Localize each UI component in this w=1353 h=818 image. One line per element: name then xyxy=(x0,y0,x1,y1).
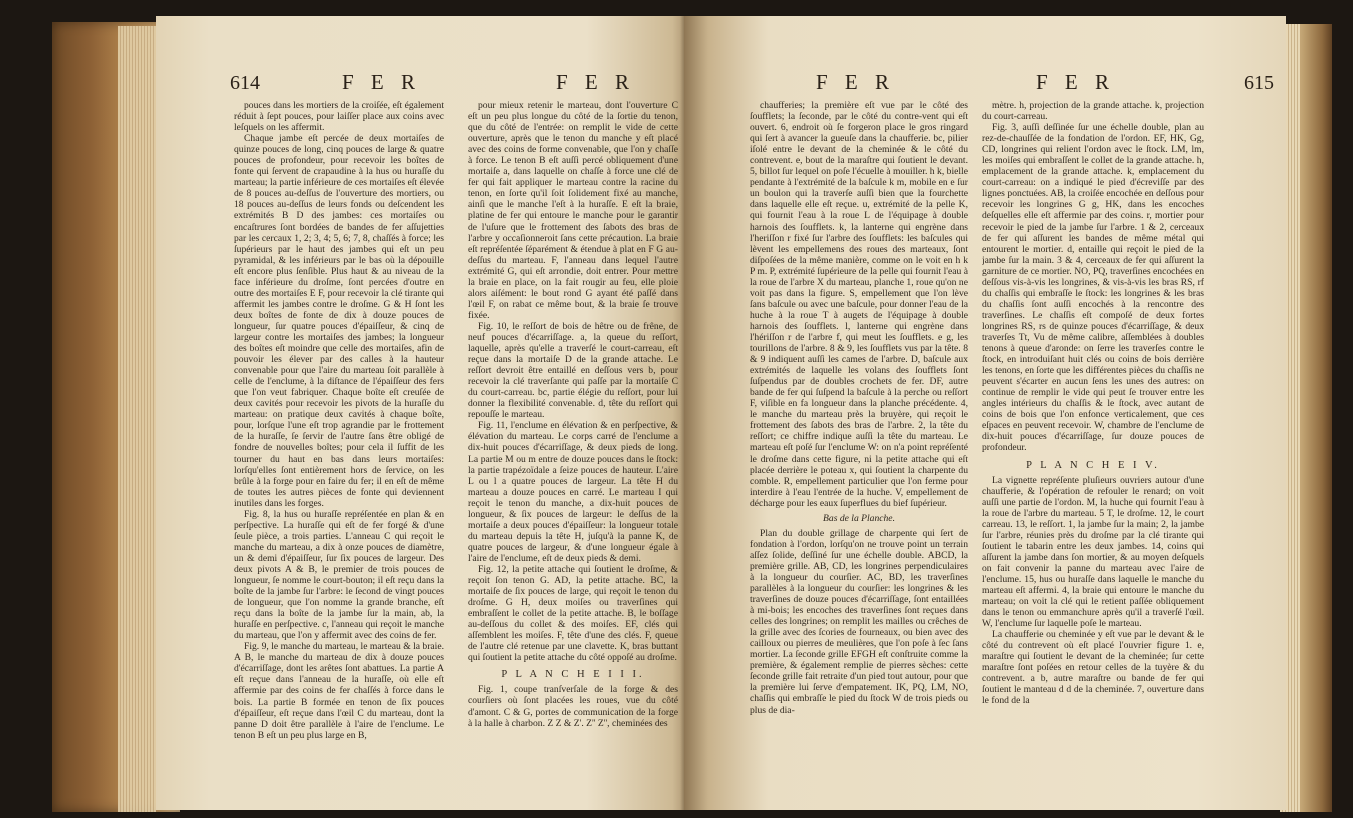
right-page-column-2 xyxy=(982,100,1204,810)
running-header-right-col1: F E R xyxy=(816,70,896,94)
paragraph: Fig. 8, la hus ou huraſſe repréſentée en plan & en perſpective. La huraſſe qui eſt de fer forgé & d'une ſeule pièce, a trois parties. L'anneau C qui reçoit le manche du marteau, a dix à onze pouces de diamètre, un & demi d'épaiſſeur, ſur ſix pouces de largeur. Des deux pivots A & B, le premier de trois pouces de longueur, ſe nomme le court-bouton; il eſt reçu dans la boîte de la jambe ſur l'arbre: le ſecond de vingt pouces de longueur, que l'on nomme la grande branche, eſt reçu dans la boîte de la jambe ſur la main, ab, la huraſſe en perſpective. c, l'anneau qui reçoit le manche du marteau, que l'on y affermit avec des coins de fer. xyxy=(234,508,444,642)
left-page-column-1 xyxy=(234,100,444,810)
section-heading: P L A N C H E I I I. xyxy=(501,669,645,681)
right-page-column-1 xyxy=(750,100,968,810)
page-number-right: 615 xyxy=(1244,72,1274,94)
left-page xyxy=(156,16,694,810)
running-header-left-col2: F E R xyxy=(556,70,636,94)
paragraph: Fig. 3, auſſi deſſinée ſur une échelle double, plan au rez-de-chauſſée de la fondation de l'ordon. EF, HK, Gg, CD, longrines qui relient l'ordon avec le ſtock. LM, lm, les moiſes qui embraſſent le collet de la grande attache. h, emplacement de la grande attache. k, emplacement du court-carreau: on a indiqué le pied d'écreviſſe par des lignes ponctuées. AB, la croiſée encochée en deſſous pour recevoir les longrines G g, HK, dans les encoches deſquelles elle eſt affermie par des coins. r, mortier pour recevoir le pied de la jambe ſur l'arbre. 1 & 2, cerceaux de fer qui aſſurent les bandes de même métal qui entourent le mortier. d, entaille qui reçoit le pied de la jambe ſur la main. 3 & 4, cerceaux de fer qui aſſurent la garniture de ce mortier. NO, PQ, traverſines encochées en deſſous vis-à-vis les longrines, & vis-à-vis les bras RS, rf du chaſſis qui embraſſe le ſtock: les longrines & les bras du chaſſis ſont auſſi encochés à la rencontre des traverſines. Le chaſſis eſt compoſé de deux fortes longrines RS, rs de quinze pouces d'écarriſſage, & deux traverſes Tt, Vu de même calibre, aſſemblées à doubles tenons à queue d'aronde: on ſerre les traverſes contre le ſtock, en introduiſant huit clés ou coins de bois derrière les tenons, en ſorte que les différentes pièces du chaſſis ne peuvent s'écarter en aucun ſens les unes des autres: on continue de remplir le vide qui peut ſe trouver entre les angles intérieurs du chaſſis & le ſtock, avec autant de coins de bois que l'on enfonce verticalement, que ces eſpaces en peuvent recevoir. W, chambre de l'enclume de dix-huit pouces d'écarriſſage, ſur douze pouces de profondeur. xyxy=(982,122,1204,454)
paragraph: Fig. 11, l'enclume en élévation & en perſpective, & élévation du marteau. Le corps carré de l'enclume a dix-huit pouces d'écarriſſage, & deux pieds de long. La partie M ou m entre de douze pouces dans le ſtock: la partie trapézoïdale a ſeize pouces de hauteur. L'aire L ou l a quatre pouces de largeur. La tête H du marteau a douze pouces en carré. Le marteau I qui reçoit le tenon du manche, a dix-huit pouces de longueur, & ſix pouces de largeur: le deſſus de la mortaiſe a deux pouces d'épaiſſeur: la longueur totale du marteau depuis la tête H, juſqu'à la panne K, de quatre pouces de largeur, & d'une longueur égale à l'aire de l'enclume, eſt de deux pieds & demi. xyxy=(468,420,678,564)
paragraph: Plan du double grillage de charpente qui ſert de fondation à l'ordon, lorſqu'on ne trouve point un terrain aſſez ſolide, deſſiné ſur une échelle double. ABCD, la première grille. AB, CD, les longrines perpendiculaires à la longueur du courſier. AC, BD, les traverſines parallèles à la longueur du courſier: les longrines & les traverſines de douze pouces d'écarriſſage, ſont entaillées à mi-bois; les encoches des traverſines ſont reçues dans celles des longrines; on remplit les mailles ou crêches de la grille avec des ſcories de fourneaux, ou bien avec des cailloux ou pierres de meulières, que l'on poſe à ſec ſans mortier. La ſeconde grille EFGH eſt conſtruite comme la première, & également remplie de pierres sèches: cette ſeconde grille fait retraite d'un pied tout autour, pour que la première lui ſerve d'empatement. IK, PQ, LM, NO, chaſſis qui embraſſe le pied du ſtock W de trois pieds ou plus de dia- xyxy=(750,527,968,716)
subsection-heading: Bas de la Planche. xyxy=(823,512,895,524)
running-header-right-col2: F E R xyxy=(1036,70,1116,94)
left-page-column-2 xyxy=(468,100,678,810)
section-heading: P L A N C H E I V. xyxy=(1026,459,1160,471)
paragraph: Fig. 10, le reſſort de bois de hêtre ou de frêne, de neuf pouces d'écarriſſage. a, la queue du reſſort, laquelle, après qu'elle a traverſé le court-carreau, eſt reçue dans la mortaiſe D de la grande attache. Le reſſort devroit être entaillé en deſſous vers b, pour recevoir la clé traverſante qui paſſe par la mortaiſe C du court-carreau. bc, partie élégie du reſſort, pour lui donner la flexibilité convenable. d, tête du reſſort qui repouſſe le marteau. xyxy=(468,320,678,421)
paragraph: Fig. 1, coupe tranſverſale de la forge & des courſiers où ſont placées les roues, vue du côté d'amont. C & G, portes de communication de la forge à la halle à charbon. Z Z & Z'. Z'' Z'', cheminées des xyxy=(468,684,678,729)
paragraph: chaufferies; la première eſt vue par le côté des ſoufflets; la ſeconde, par le côté du contre-vent qui eſt ouvert. 6, endroit où ſe forgeron place le gros ringard qui ſert à avancer la gueuſe dans la chaufferie. bc, pilier iſolé entre le devant de la cheminée & le côté du contrevent. e, bout de la maraſtre qui ſoutient le devant. 5, billot ſur lequel on poſe l'écuelle à mouiller. h k, bielle pendante à l'extrémité de la baſcule k m, mobile en e ſur un boulon qui la traverſe auſſi bien que la fourchette dans laquelle elle eſt reçue. u, extrémité de la pelle K, qui fournit l'eau à la roue L de l'équipage à double harnois des ſoufflets. k, la lanterne qui engrène dans l'heriſſon r fixé ſur l'arbre des ſoufflets: les baſcules qui lèvent les empellemens des roues des marteaux, ſont diſpoſées de la même manière, comme on le voit en h k P m. P, extrémité ſupérieure de la pelle qui fournit l'eau à la roue de l'arbre X du marteau, planche 1, roue qu'on ne voit pas dans la figure. S, empellement que l'on lève ſans baſcule ou avec une baſcule, pour donner l'eau de la huche à la roue T à augets de l'équipage à double harnois des ſoufflets. l, lanterne qui engrène dans l'hériſſon r de l'arbre f, qui meut les ſoufflets. e g, les tourillons de l'arbre. 8 & 9, les ſoufflets vus par la tête. 8 & 9 indiquent auſſi les cames de l'arbre. D, baſcule aux extrémités de laquelle les volans des ſoufflets ſont ſuſpendus par de doubles crochets de fer. DF, autre bande de fer qui ſuſpend la baſcule à la perche ou reſſort F, viſible en fa longueur dans la planche précédente. 4, le manche du marteau près la bruyère, qui reçoit le frottement des ſabots des bras de l'arbre. 2, la tête du reſſort; ce chiffre indique auſſi la tête du marteau. Le marteau eſt poſé ſur l'enclume W: on n'a point repréſenté le droſme dans cette figure, ni la petite attache qui eſt placée derrière le poteau x, qui ſoutient la charpente du comble. R, empellement particulier que l'on ferme pour interdire à l'eau l'entrée de la huche. V, empellement de décharge pour les eaux ſuperflues du bief ſupérieur. xyxy=(750,100,968,509)
paragraph: La chaufferie ou cheminée y eſt vue par le devant & le côté du contrevent où eſt placé l'ouvrier figure 1. e, maraſtre qui ſoutient le devant de la cheminée; ſur cette maraſtre ſont poſées en retour celles de la tuyère & du contrevent. a b, autre maraſtre ou bande de fer qui ſoutient le manteau d d de la cheminée. 7, ouverture dans le fond de la xyxy=(982,629,1204,707)
right-page xyxy=(684,16,1286,810)
paragraph: mètre. h, projection de la grande attache. k, projection du court-carreau. xyxy=(982,100,1204,123)
paragraph: Chaque jambe eſt percée de deux mortaiſes de quinze pouces de long, cinq pouces de large & quatre pouces de profondeur, pour recevoir les boîtes de fonte qui ſervent de crapaudine à la hus ou huraſſe du marteau; la partie inférieure de ces mortaiſes eſt élevée de 8 pouces au-deſſus de l'ouverture des mortiers, ou 18 pouces au-deſſus de leurs fonds ou deſcendent les extrémités B D des jambes: ces mortaiſes ou encaſtrures ſont bordées de bandes de fer aſſujetties par les cercaux 1, 2; 3, 4; 5, 6; 7, 8, chaſſés à force; les ſupérieurs par le haut des jambes qui eſt un peu pyramidal, & les inférieurs par le bas où la dépouille eſt encore plus ſenſible. Plus haut & au niveau de la face inférieure du droſme, ſont percées d'outre en outre des mortaiſes E F, pour recevoir la clé tirante qui affermit les jambes contre le droſme. G & H ſont les deux boîtes de fonte de dix à douze pouces de longueur, ſur quatre pouces d'épaiſſeur, & cinq de largeur contre les mortaiſes des jambes; la longueur des boîtes eſt moindre que celle des mortaiſes, afin de pouvoir les élever par des calles à la hauteur convenable pour que l'aire du marteau ſoit parallèle à celle de l'enclume, à la diſtance de l'épaiſſeur des fers que l'on veut fabriquer. Chaque boîte eſt creuſée de deux cavités pour recevoir les pivots de la huraſſe du marteau: on pratique deux cavités à chaque boîte, pour, lorſque l'une eſt trop agrandie par le frottement de la huraſſe, ſe ſervir de l'autre ſans être obligé de fondre de nouvelles boîtes; pour cela il ſuffit de les tourner du haut en bas dans leurs mortaiſes: lorſqu'elles ſont entièrement hors de ſervice, on les brûle à la forge pour en faire du fer; il en eſt de même de toutes les autres pièces de fonte qui deviennent inutiles dans les forges. xyxy=(234,133,444,509)
paragraph: Fig. 12, la petite attache qui ſoutient le droſme, & reçoit ſon tenon G. AD, la petite attache. BC, la mortaiſe de ſix pouces de large, qui reçoit le tenon du droſme. G H, deux moiſes ou traverſines qui embraſſent le collet de la petite attache. B, le boſſage au-deſſous du collet & des moiſes. EF, clés qui aſſemblent les moiſes. F, tête d'une des clés. F, queue de l'autre clé retenue par une clavette. K, bras buttant qui ſoutient la petite attache du côté oppoſé au droſme. xyxy=(468,563,678,664)
paragraph: pouces dans les mortiers de la croiſée, eſt également réduit à ſept pouces, pour laiſſer place aux coins avec leſquels on les affermit. xyxy=(234,100,444,134)
paragraph: pour mieux retenir le marteau, dont l'ouverture C eſt un peu plus longue du côté de la ſortie du tenon, que du côté de l'entrée: on remplit le vide de cette ouverture, après que le tenon du manche y eſt placé avec des coins de forme convenable, que l'on y chaſſe à force. Le tenon B eſt auſſi percé obliquement d'une mortaiſe a, dans laquelle on chaſſe à force une clé de fer qui fait appliquer le marteau contre la racine du tenon, en ſorte qu'il ſoit ſolidement fixé au manche, ainſi que le manche l'eſt à la huraſſe. E eſt la braie, platine de fer qui entoure le manche pour le garantir de l'uſure que le frottement des ſabots des bras de l'arbre y occaſionneroit ſans cette précaution. La braie eſt repréſentée ſéparément & étendue à plat en F G au-deſſus du marteau. F, l'anneau dans lequel l'autre extrémité G, qui eſt arrondie, doit entrer. Pour mettre la braie en place, on la fait rougir au feu, elle ploie alors aiſément: le bout rond G ayant été paſſé dans l'œil F, on rabat ce même bout, & la braie ſe trouve fixée. xyxy=(468,100,678,321)
running-header-left-col1: F E R xyxy=(342,70,422,94)
page-stack-left xyxy=(118,26,156,812)
paragraph: La vignette repréſente pluſieurs ouvriers autour d'une chaufferie, & l'opération de refouler le renard; on voit auſſi une partie de l'ordon. M, la huche qui fournit l'eau à la roue de l'arbre du marteau. 5 T, le droſme. 12, le court carreau. 13, le reſſort. 1, la jambe ſur la main; 2, la jambe ſur l'arbre, réunies près du droſme par la clé tirante qui ſoutient le tabarin entre les deux jambes. 14, coins qui aſſurent la jambe dans ſon mortier, & au moyen deſquels on fait convenir la panne du marteau avec l'aire de l'enclume. 15, hus ou huraſſe dans laquelle le manche du marteau eſt affermi. 4, la braie qui entoure le manche du marteau; on voit la clé qui le retient paſſée obliquement dans le tenon ou emmanchure après qu'il a traverſé l'œil. W, l'enclume ſur laquelle poſe le marteau. xyxy=(982,474,1204,630)
page-number-left: 614 xyxy=(230,72,260,94)
paragraph: Fig. 9, le manche du marteau, le marteau & la braie. A B, le manche du marteau de dix à douze pouces d'écarriſſage, dont les arêtes ſont abattues. La partie A eſt reçue dans l'anneau de la huraſſe, où elle eſt affermie par des coins de fer chaſſés à force dans le bois. La partie B formée en tenon de ſix pouces d'épaiſſeur, eſt reçue dans l'œil C du marteau, dont la panne D doit être parallèle à l'aire de l'enclume. Le tenon B eſt un peu plus large en B, xyxy=(234,641,444,741)
